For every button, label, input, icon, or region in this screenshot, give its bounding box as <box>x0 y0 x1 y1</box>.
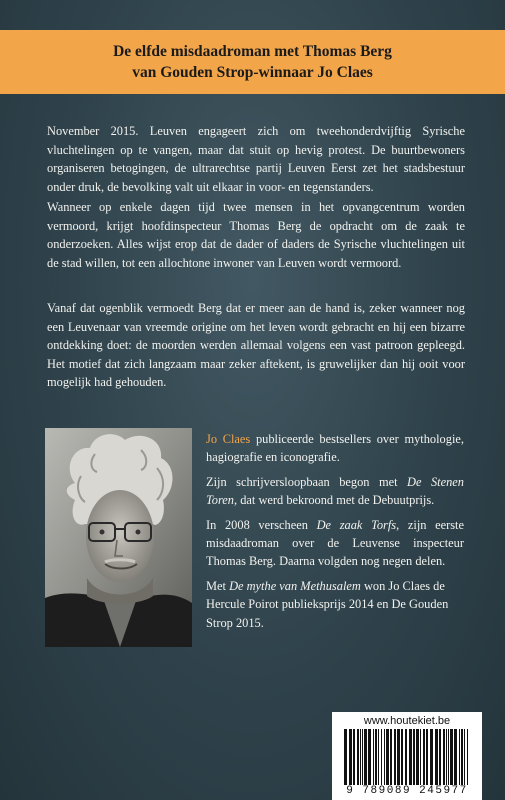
bio-p4-text-b: won Jo Claes de Hercule Poirot publieksprijs 2014 en De Gouden Strop 2015. <box>206 578 449 630</box>
blurb-paragraph-1: November 2015. Leuven engageert zich om tweehonderdvijftig Syrische vluchtelingen op te vangen, maar dat stuit op hevig protest. De buurtbewoners organiseren betogingen, de ultrarechtse partij Leuven Eerst zet het stadsbestuur onder druk, de bevolking valt uit elkaar in voor- en tegenstanders. <box>47 124 465 194</box>
blurb-paragraph-2: Wanneer op enkele dagen tijd twee mensen in het opvangcentrum worden vermoord, krijgt hoofdinspecteur Thomas Berg de opdracht om de zaak te onderzoeken. Alles wijst erop dat de dader of daders de Syrische vluchtelingen uit de stad willen, tot een allochtone inwoner van Leuven wordt vermoord. <box>47 200 465 270</box>
bio-p4-text-a: Met <box>206 578 230 593</box>
bio-p2-text-a: Zijn schrijversloopbaan begon met <box>206 474 408 489</box>
publisher-url: www.houtekiet.be <box>363 715 451 727</box>
barcode-box <box>332 712 482 800</box>
bio-paragraph-2 <box>206 473 464 510</box>
bio-p3-text-a: In 2008 verscheen <box>206 517 317 532</box>
banner-line-1: De elfde misdaadroman met Thomas Berg <box>113 43 392 60</box>
author-photo <box>45 428 192 647</box>
bio-p3-book-title: De zaak Torfs <box>316 517 397 532</box>
top-banner <box>0 30 505 94</box>
bio-paragraph-3 <box>206 516 464 571</box>
bio-p3-text-b: , zijn eerste misdaadroman over de Leuvense inspecteur Thomas Berg. Daarna volgden nog negen delen. <box>206 517 465 569</box>
author-name: Jo Claes <box>206 432 251 446</box>
isbn-digits: 9 789089 245977 <box>346 785 468 797</box>
bio-paragraph-1 <box>206 430 464 467</box>
bio-p4-book-title: De mythe van Methusalem <box>229 578 361 593</box>
bio-p2-book-title: De Stenen Toren <box>206 474 464 508</box>
banner-line-2: van Gouden Strop-winnaar Jo Claes <box>132 64 373 81</box>
author-bio <box>206 430 464 632</box>
bio-p2-text-b: , dat werd bekroond met de Debuutprijs. <box>234 493 435 508</box>
blurb-paragraph-3: Vanaf dat ogenblik vermoedt Berg dat er meer aan de hand is, zeker wanneer nog een Leuvenaar van vreemde origine om het leven wordt gebracht en hij een bizarre ontdekking doet: de moorden werden allemaal volgens een vast patroon gepleegd. Het motief dat zich langzaam maar zeker aftekent, is gruwelijker dan hij ooit voor mogelijk had gehouden. <box>47 301 465 389</box>
bio-p1-text: publiceerde bestsellers over mythologie, hagiografie en iconografie. <box>206 432 464 465</box>
bio-paragraph-4 <box>206 577 464 632</box>
author-portrait-icon <box>45 428 192 647</box>
barcode-icon <box>344 729 470 785</box>
